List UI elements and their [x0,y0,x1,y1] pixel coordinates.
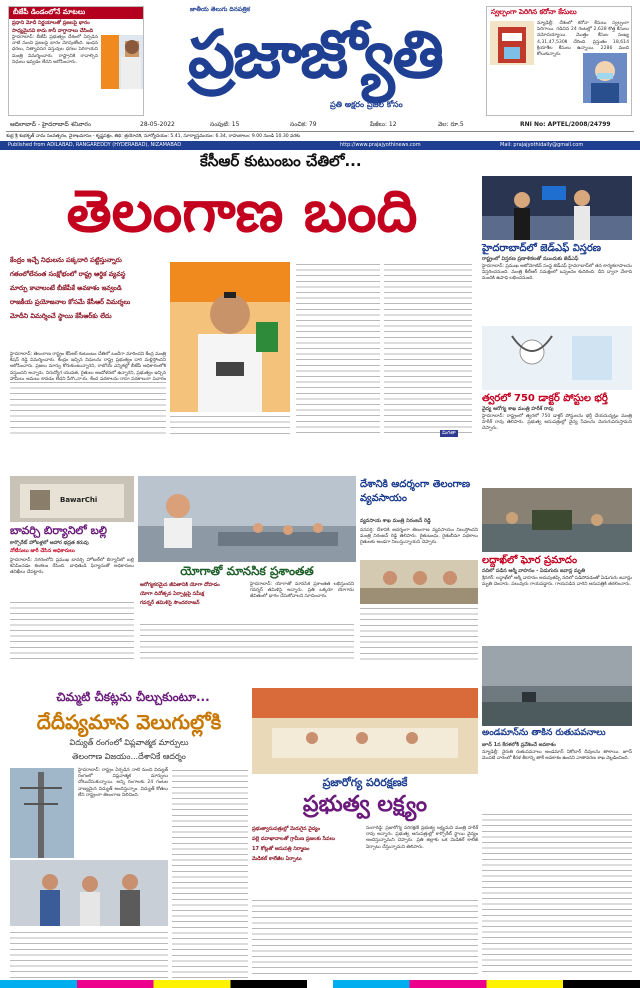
ladakh-body: శ్రీనగర్: లద్దాఖ్‌లో ఆర్మీ వాహనం అదుపుతప్పి నదిలో పడిపోవడంతో ఏడుగురు జవాన్లు మృతి చెందారు. పలువురు గాయపడ్డారు. గాయపడిన వారిని ఆసుపత్రికి తరలించారు. [482,576,632,588]
right-ear-body: న్యూఢిల్లీ: దేశంలో కరోనా కేసులు స్వల్పంగా పెరిగాయి. గడిచిన 24 గంటల్లో 2,628 కొత్త కేసులు నమోదయ్యాయి. మొత్తం కేసుల సంఖ్య 4,31,47,530కి చేరింది. ప్రస్తుతం 18,614 క్రియాశీల కేసులు ఉన్నాయి. 2286 మంది కోలుకున్నారు. [537,21,629,58]
lead-sub: మోదీని విమర్శించే స్థాయి కేసీఆర్‌కు లేదు [10,312,112,320]
health-text [252,898,478,978]
health-point: పల్లె దవాఖానాలతో గ్రామీణ ప్రజలకు సేవలు [252,836,335,842]
lead-sub: మార్పు కావాలంటే బీజేపీకే అవకాశం ఇవ్వండి [10,284,122,292]
right-column [482,172,634,986]
doctors-heading: త్వరలో 750 డాక్టర్ పోస్టుల భర్తీ [482,393,608,404]
paper-motto: ప్రతి అక్షరం ప్రజల కోసం [330,100,403,109]
yoga-text [140,622,354,660]
bawarchi-sub2: నోటీసులు జారీ చేసిన అధికారులు [10,548,75,554]
yoga-heading: యోగాతో మానసిక ప్రశాంతత [180,564,314,578]
lead-sub: కేంద్రం ఇచ్చే నిధులను పక్కదారి పట్టిస్తున్నారు [10,256,122,264]
lead-text-3 [384,262,472,436]
editions: ఆదిలాబాద్ - హైదరాబాద్ శనివారం [10,121,91,128]
paper-tagline: జాతీయ తెలుగు దినపత్రిక [190,6,250,13]
continued-tag: మిగతా [442,430,456,436]
publisher-strip [0,141,640,150]
power-sub2: తెలంగాణ విజయం...దేశానికే ఆదర్శం [72,752,186,761]
left-ear [8,6,144,116]
doctors-sub: వైద్య ఆరోగ్య శాఖ మంత్రి హరీశ్ రావు [482,406,554,412]
yoga-points [140,582,246,607]
power-heading: దేదీప్యమాన వెలుగుల్లోకి [36,710,222,734]
agri-photo [360,560,478,604]
lead-text-4 [170,414,290,436]
right-ear [486,6,632,116]
health-point: మెడికల్ కాలేజీల ఏర్పాటు [252,856,302,862]
lead-kicker: కేసీఆర్ కుటుంబం చేతిలో... [200,152,362,170]
power-photo-2 [10,860,168,926]
covid-photo-2 [583,53,627,103]
monsoon-sub: జూన్ 1న కేరళలోకి ప్రవేశించే అవకాశం [482,742,556,748]
lead-subheads [10,256,166,322]
zf-photo [482,176,632,240]
monsoon-photo [482,646,632,726]
zf-body: హైదరాబాద్: ప్రముఖ ఆటోమోటివ్ సంస్థ జెడ్‌ఎఫ్ హైదరాబాద్‌లో తన కార్యకలాపాలను విస్తరించనుంది. మంత్రి కేటీఆర్ సమక్షంలో ఒప్పందం కుదిరింది. దీని ద్వారా వేలాది మందికి ఉపాధి లభించనుంది. [482,264,632,282]
bawarchi-body: హైదరాబాద్: నగరంలోని ప్రముఖ బావర్చి హోటల్‌లో బిర్యానీలో బల్లి కనిపించడం కలకలం రేపింది. బాధితుడి ఫిర్యాదుతో అధికారులు తనిఖీలు చేపట్టారు. [10,558,134,576]
lead-text-block [10,380,166,436]
kishan-reddy-photo [170,262,290,412]
zf-heading: హైదరాబాద్‌లో జెడ్‌ఎఫ్ విస్తరణ [482,243,602,254]
email: Mail: prajajyothidaily@gmail.com [500,142,584,148]
health-photo [252,688,478,774]
lead-sub: గతంలోలేనంత సంక్షోభంలో రాష్ట్ర ఆర్థిక వ్యవస్థ [10,270,126,278]
agri-text [360,606,478,660]
lead-body-1: హైదరాబాద్: తెలంగాణ రాష్ట్రం కేసీఆర్ కుటుంబం చేతిలో బందీగా మారిందని కేంద్ర మంత్రి కిషన్ రెడ్డి విమర్శించారు. కేంద్రం ఇచ్చిన నిధులను రాష్ట్ర ప్రభుత్వం దారి మళ్లిస్తోందని ఆరోపించారు. ప్రజలు మార్పు కోరుకుంటున్నారని, రాబోయే ఎన్నికల్లో బీజేపీ అధికారంలోకి వస్తుందని అన్నారు. నిరుద్యోగ యువత, రైతులు ఆందోళనలో ఉన్నారని, ప్రభుత్వం ఇచ్చిన [10,352,166,376]
power-text [172,768,248,978]
bawarchi-sub: కార్పొరేట్ హోటళ్లలో ఆహార భద్రత కరువు [10,540,89,546]
doctors-body: హైదరాబాద్: రాష్ట్రంలో త్వరలో 750 డాక్టర్ పోస్టులను భర్తీ చేయనున్నట్లు మంత్రి హరీశ్ రావు తెలిపారు. ప్రభుత్వ ఆసుపత్రుల్లో వైద్య సేవలను మెరుగుపరుస్తామని చెప్పారు. [482,414,632,432]
left-ear-point: సాధ్యమైనవి కాదు కానీ వాగ్దానాలు చేసింది [12,28,94,34]
yoga-photo [138,476,356,562]
rni-number: RNI No: APTEL/2008/24799 [520,121,611,128]
power-kicker: చిమ్మటి చీకట్లను చీల్చుకుంటూ... [56,690,210,704]
left-ear-body: హైదరాబాద్: బీజేపీ ప్రభుత్వం దేశంలో ఏర్పడిన నాటి నుంచి ప్రజలపై భారం మోపుతోంది. ఇంధన ధరలు, నిత్యావసర వస్తువుల ధరలు పెరిగాయని మంత్రి విమర్శించారు. రాష్ట్రానికి రావాల్సిన నిధులు ఇవ్వడం లేదని ఆరోపించారు. [12,35,98,65]
left-ear-heading: బీజేపీ డిండంలోనే మాటలు [9,7,143,19]
bawarchi-text [10,600,134,660]
agri-body: వనపర్తి: దేశానికి ఆదర్శంగా తెలంగాణ వ్యవసాయం నిలుస్తోందని మంత్రి నిరంజన్ రెడ్డి తెలిపారు. రైతుబంధు, రైతుబీమా పథకాలు రైతులకు అండగా నిలుస్తున్నాయని చెప్పారు. [360,528,478,546]
health-kicker: ప్రజారోగ్య పరిరక్షణకే [322,776,408,789]
covid-photo [490,21,534,65]
website: http://www.prajajyothinews.com [340,142,421,148]
agri-heading: దేశానికి ఆదర్శంగా తెలంగాణ వ్యవసాయం [360,479,471,504]
politician-photo [101,35,143,89]
yoga-point: ఆరోగ్యకరమైన జీవితానికి యోగా దోహదం [140,582,220,588]
monsoon-text [482,812,632,972]
power-body: హైదరాబాద్: రాష్ట్రం ఏర్పడిన నాటి నుంచి విద్యుత్ రంగంలో విప్లవాత్మక మార్పులు చోటుచేసుకున్నాయి. అన్ని రంగాలకు 24 గంటల నాణ్యమైన విద్యుత్ అందిస్తున్నాం. విద్యుత్ కోతలు లేని రాష్ట్రంగా తెలంగాణ నిలిచింది. [78,768,168,798]
paper-name: ప్రజాజ్యోతి [187,16,443,93]
health-point: 17 కోట్లతో ఆసుపత్రి నిర్మాణం [252,846,310,852]
price: వెల: రూ.5 [438,121,464,128]
right-ear-heading: స్వల్పంగా పెరిగిన కరోనా కేసులు [487,7,631,19]
lead-sub: రాజకీయ ప్రయోజనాల కోసమే కేసీఆర్ విమర్శలు [10,298,131,306]
info-row [0,118,640,132]
power-photo-1 [10,768,74,858]
lead-text-2 [296,262,380,436]
bawarchi-sign: BawarChi [60,496,98,504]
power-text-2 [10,930,168,978]
bawarchi-heading: బావర్చి బిర్యానిలో బల్లి [10,524,107,537]
health-heading: ప్రభుత్వ లక్ష్యం [302,792,428,817]
power-sub: విద్యుత్ రంగంలో విప్లవాత్మక మార్పులు [69,738,189,747]
health-point: ప్రభుత్వాసుపత్రుల్లో మెరుగైన వైద్యం [252,826,321,832]
color-bar [0,980,640,988]
monsoon-body: న్యూఢిల్లీ: నైరుతి రుతుపవనాలు అండమాన్ నికోబార్ దీవులను తాకాయి. జూన్ మొదటి వారంలో కేరళ తీరాన్ని తాకే అవకాశం ఉందని వాతావరణ శాఖ వెల్లడించింది. [482,750,632,762]
page-count: పేజీలు: 12 [370,121,397,128]
ladakh-sub: నదిలో పడిన ఆర్మీ వాహనం - ఏడుగురు జవాన్ల మృతి [482,568,585,574]
issue-date: 28-05-2022 [140,121,175,128]
health-points [252,826,362,863]
yoga-point: గవర్నర్ తమిళిసై సౌందరరాజన్ [140,600,200,606]
monsoon-heading: అండమాన్‌ను తాకిన రుతుపవనాలు [482,728,606,738]
ladakh-photo [482,488,632,552]
lead-headline: తెలంగాణ బంది [66,177,418,245]
yoga-body: హైదరాబాద్: యోగాతో మానసిక ప్రశాంతత లభిస్తుందని గవర్నర్ తమిళిసై అన్నారు. ప్రతి ఒక్కరూ యోగాను జీవితంలో భాగం చేసుకోవాలని సూచించారు. [250,582,354,600]
yoga-point: యోగా దినోత్సవ ఏర్పాట్లపై సమీక్ష [140,591,205,597]
left-ear-point: ప్రధాని మోదీ నిర్ణయాలతో ప్రజలపై భారం [12,20,90,26]
zf-sub: రాష్ట్రంలో విస్తరణ ప్రణాళికలతో ముందుకు జెడ్‌ఎఫ్ [482,256,579,262]
issue-number: సంచిక: 79 [290,121,317,128]
published-from: Published from ADILABAD, RANGAREDDY (HYDERABAD), NIZAMABAD [8,142,182,148]
volume: సంపుటి: 15 [210,121,240,128]
ladakh-heading: లద్దాఖ్‌లో ఘోర ప్రమాదం [482,555,578,566]
almanac-strip: శుభ్ర శ్రీ శుభకృత్ నామ సంవత్సరం, వైశాఖమాసం - కృష్ణపక్షం, తిథి: త్రయోదశి, సూర్యోదయం: 5.41, సూర్యాస్తమయం: 6.34, రాహుకాలం: 9.00 నుండి 10.30 వరకు [6,131,634,140]
health-body: సంగారెడ్డి: ప్రజారోగ్య పరిరక్షణే ప్రభుత్వ లక్ష్యమని మంత్రి హరీశ్ రావు అన్నారు. ప్రభుత్వ ఆసుపత్రుల్లో కార్పొరేట్ స్థాయి వైద్యం అందిస్తున్నామని చెప్పారు. ప్రతి జిల్లాకు ఒక మెడికల్ కాలేజీ ఏర్పాటు చేస్తున్నామని తెలిపారు. [366,826,478,850]
agri-sub: వ్యవసాయ శాఖ మంత్రి నిరంజన్ రెడ్డి [360,518,431,524]
doctors-photo [482,326,632,390]
